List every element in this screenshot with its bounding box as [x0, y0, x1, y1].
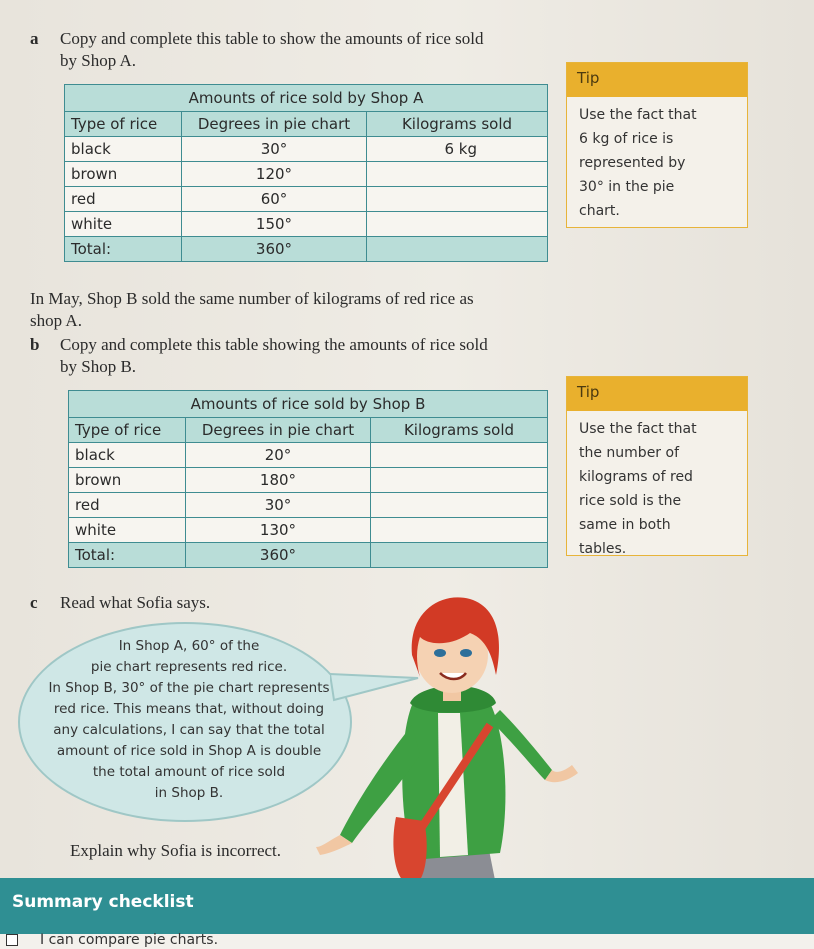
table-cell — [371, 468, 548, 493]
question-b-line1: Copy and complete this table showing the amounts of rice sold — [60, 335, 488, 354]
table-cell: Total: — [65, 237, 182, 262]
table-cell: 360° — [182, 237, 367, 262]
table-row — [65, 212, 548, 237]
table-cell: Total: — [69, 543, 186, 568]
table-cell: 60° — [182, 187, 367, 212]
question-c — [30, 592, 210, 614]
explain-prompt: Explain why Sofia is incorrect. — [70, 841, 282, 860]
table-row — [65, 162, 548, 187]
table-cell: 6 kg — [367, 137, 548, 162]
table-cell: white — [69, 518, 186, 543]
table-b-caption: Amounts of rice sold by Shop B — [69, 391, 548, 418]
table-cell — [367, 212, 548, 237]
tip-title: Tip — [567, 63, 747, 97]
table-row — [69, 443, 548, 468]
tip-text: Use the fact that 6 kg of rice is represented by 30° in the pie chart. — [579, 107, 697, 219]
table-cell: 30° — [186, 493, 371, 518]
sofia-illustration — [300, 585, 600, 885]
table-shop-b — [68, 390, 548, 568]
table-b-header: Degrees in pie chart — [186, 418, 371, 443]
table-cell: 20° — [186, 443, 371, 468]
table-row — [69, 493, 548, 518]
checkbox[interactable] — [6, 934, 18, 946]
table-cell — [371, 518, 548, 543]
question-b-label: b — [30, 335, 40, 354]
table-cell: 30° — [182, 137, 367, 162]
table-cell: red — [69, 493, 186, 518]
intro-b-line1: In May, Shop B sold the same number of kilograms of red rice as — [30, 289, 474, 308]
table-cell — [367, 187, 548, 212]
table-cell: 180° — [186, 468, 371, 493]
table-cell: 120° — [182, 162, 367, 187]
table-total-row — [69, 543, 548, 568]
table-cell: brown — [65, 162, 182, 187]
table-a-caption: Amounts of rice sold by Shop A — [65, 85, 548, 112]
table-cell — [367, 237, 548, 262]
table-row — [65, 187, 548, 212]
table-cell: red — [65, 187, 182, 212]
checklist-item: I can compare pie charts. — [40, 932, 219, 948]
table-cell: black — [69, 443, 186, 468]
table-a-header: Kilograms sold — [367, 112, 548, 137]
table-b-header: Type of rice — [69, 418, 186, 443]
table-a-header: Type of rice — [65, 112, 182, 137]
tip-box-a — [566, 62, 748, 228]
table-row — [65, 137, 548, 162]
speech-text: In Shop A, 60° of the pie chart represents red rice. In Shop B, 30° of the pie chart represents red rice. This means that, without doing any calculations, I can say that the total amount of rice sold in Shop A is double the total amount of rice sold in Shop B. — [48, 638, 330, 801]
table-cell: 360° — [186, 543, 371, 568]
table-cell — [371, 493, 548, 518]
question-a-label: a — [30, 29, 39, 48]
tip-box-b — [566, 376, 748, 556]
table-a-header: Degrees in pie chart — [182, 112, 367, 137]
question-c-label: c — [30, 593, 38, 612]
table-cell — [371, 443, 548, 468]
table-b-header: Kilograms sold — [371, 418, 548, 443]
table-cell: brown — [69, 468, 186, 493]
intro-b-line2: shop A. — [30, 311, 82, 330]
question-b-line2: by Shop B. — [60, 357, 137, 376]
table-cell — [367, 162, 548, 187]
summary-title: Summary checklist — [12, 892, 194, 912]
intro-b — [30, 288, 474, 332]
question-a-line1: Copy and complete this table to show the amounts of rice sold — [60, 29, 484, 48]
table-shop-a — [64, 84, 548, 262]
question-a — [30, 28, 484, 72]
tip-title: Tip — [567, 377, 747, 411]
question-a-line2: by Shop A. — [60, 51, 137, 70]
table-cell: black — [65, 137, 182, 162]
question-c-line1: Read what Sofia says. — [60, 593, 211, 612]
table-row — [69, 468, 548, 493]
table-cell: white — [65, 212, 182, 237]
table-row — [69, 518, 548, 543]
tip-text: Use the fact that the number of kilograms of red rice sold is the same in both tables. — [579, 421, 697, 557]
question-b — [30, 334, 488, 378]
table-cell — [371, 543, 548, 568]
table-cell: 150° — [182, 212, 367, 237]
table-cell: 130° — [186, 518, 371, 543]
table-total-row — [65, 237, 548, 262]
